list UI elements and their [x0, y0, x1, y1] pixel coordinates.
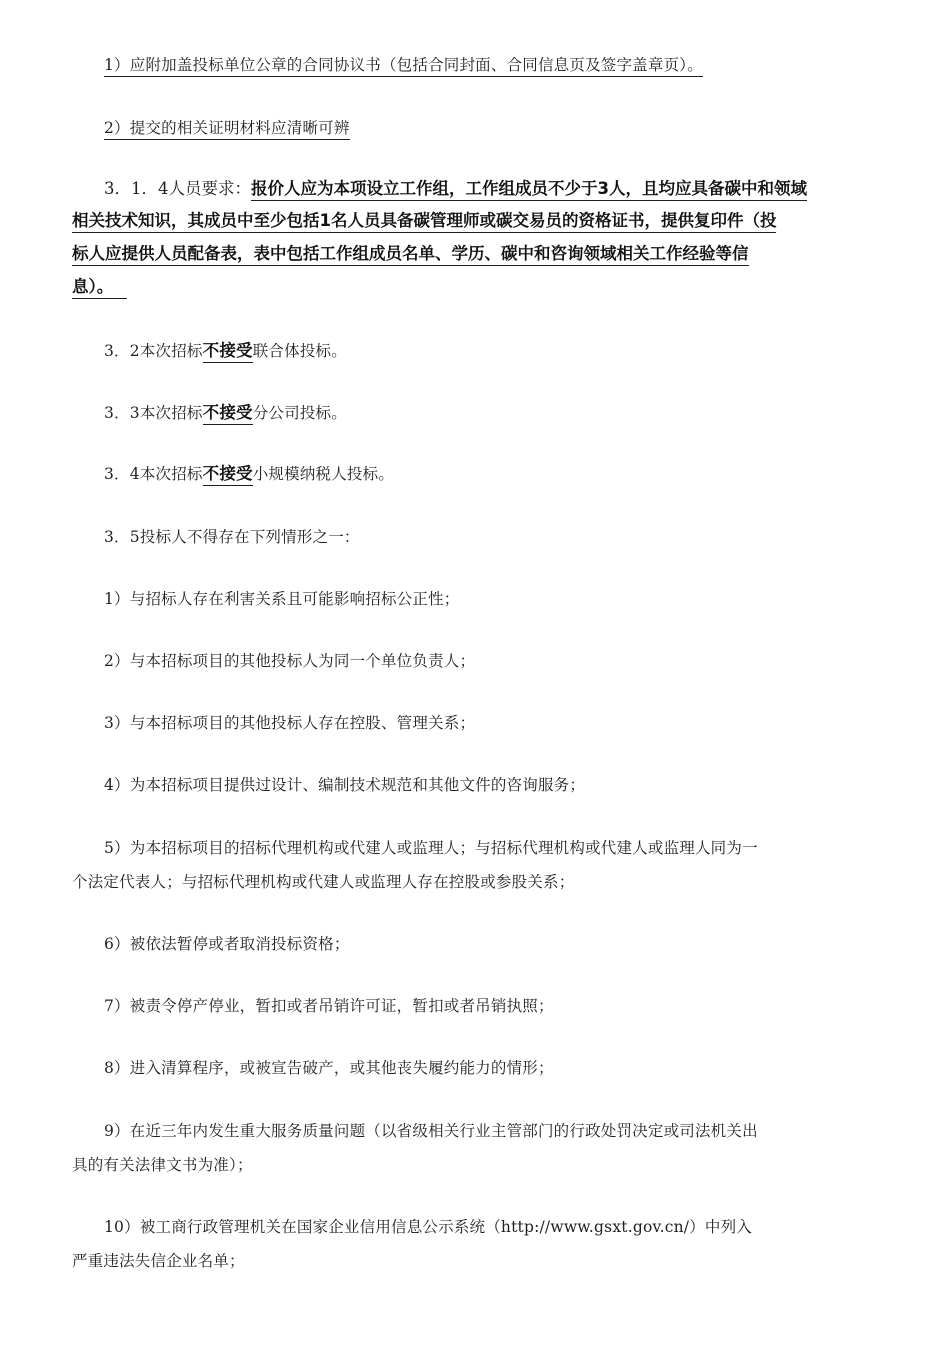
- list-item-continuation: 具的有关法律文书为准）；: [72, 1156, 253, 1174]
- personnel-requirement-text-1: 报价人应为本项设立工作组，工作组成员不少于3人，且均应具备碳中和领域: [251, 179, 807, 201]
- list-item: 1）与招标人存在利害关系且可能影响招标公正性；: [104, 590, 460, 608]
- clause-3-3-emphasis: 不接受: [203, 403, 253, 425]
- clause-3-2-emphasis: 不接受: [203, 341, 253, 363]
- clause-3-3-suffix: 分公司投标。: [252, 404, 347, 422]
- personnel-requirement-text-2: 相关技术知识，其成员中至少包括1名人员具备碳管理师或碳交易员的资格证书，提供复印件（投: [72, 211, 776, 233]
- clause-3-5-heading: 3．5投标人不得存在下列情形之一：: [104, 528, 360, 546]
- personnel-requirement-text-4: 息）。: [72, 277, 127, 299]
- list-item: 4）为本招标项目提供过设计、编制技术规范和其他文件的咨询服务；: [104, 776, 586, 794]
- list-item: 8）进入清算程序，或被宣告破产，或其他丧失履约能力的情形；: [104, 1059, 554, 1077]
- clause-3-4-prefix: 3．4本次招标: [104, 465, 203, 483]
- personnel-requirement-text-3: 标人应提供人员配备表，表中包括工作组成员名单、学历、碳中和咨询领域相关工作经验等信: [72, 244, 749, 266]
- list-item: 5）为本招标项目的招标代理机构或代建人或监理人；与招标代理机构或代建人或监理人同为一: [104, 839, 758, 857]
- clause-3-2-prefix: 3．2本次招标: [104, 342, 203, 360]
- requirement-contract-agreement: [104, 55, 884, 75]
- list-item: 2）与本招标项目的其他投标人为同一个单位负责人；: [104, 652, 476, 670]
- clause-3-4-suffix: 小规模纳税人投标。: [252, 465, 395, 483]
- contract-agreement-text: 1）应附加盖投标单位公章的合同协议书（包括合同封面、合同信息页及签字盖章页）。: [104, 56, 703, 77]
- personnel-requirement-line-1: [104, 178, 884, 200]
- personnel-requirement-line-4: [72, 276, 884, 298]
- list-item-continuation: 严重违法失信企业名单；: [72, 1252, 245, 1270]
- list-item: 6）被依法暂停或者取消投标资格；: [104, 935, 350, 953]
- clause-3-2-suffix: 联合体投标。: [252, 342, 347, 360]
- personnel-requirement-line-2: [72, 210, 884, 232]
- list-item-continuation: 个法定代表人；与招标代理机构或代建人或监理人存在控股或参股关系；: [72, 873, 575, 891]
- list-item: 7）被责令停产停业，暂扣或者吊销许可证，暂扣或者吊销执照；: [104, 997, 554, 1015]
- no-branch-bid: [104, 403, 884, 423]
- clause-3-4-emphasis: 不接受: [203, 464, 253, 486]
- materials-legible-text: 2）提交的相关证明材料应清晰可辨: [104, 119, 350, 140]
- list-item: 3）与本招标项目的其他投标人存在控股、管理关系；: [104, 714, 476, 732]
- no-small-taxpayer-bid: [104, 464, 884, 484]
- personnel-requirement-line-3: [72, 243, 884, 265]
- clause-3-3-prefix: 3．3本次招标: [104, 404, 203, 422]
- list-item: 9）在近三年内发生重大服务质量问题（以省级相关行业主管部门的行政处罚决定或司法机关出: [104, 1122, 758, 1140]
- no-consortium-bid: [104, 341, 884, 361]
- personnel-requirement-label: 3．1．4人员要求：: [104, 179, 251, 198]
- list-item: 10）被工商行政管理机关在国家企业信用信息公示系统（http://www.gsxt.gov.cn/）中列入: [104, 1218, 753, 1236]
- requirement-materials-legible: [104, 118, 884, 138]
